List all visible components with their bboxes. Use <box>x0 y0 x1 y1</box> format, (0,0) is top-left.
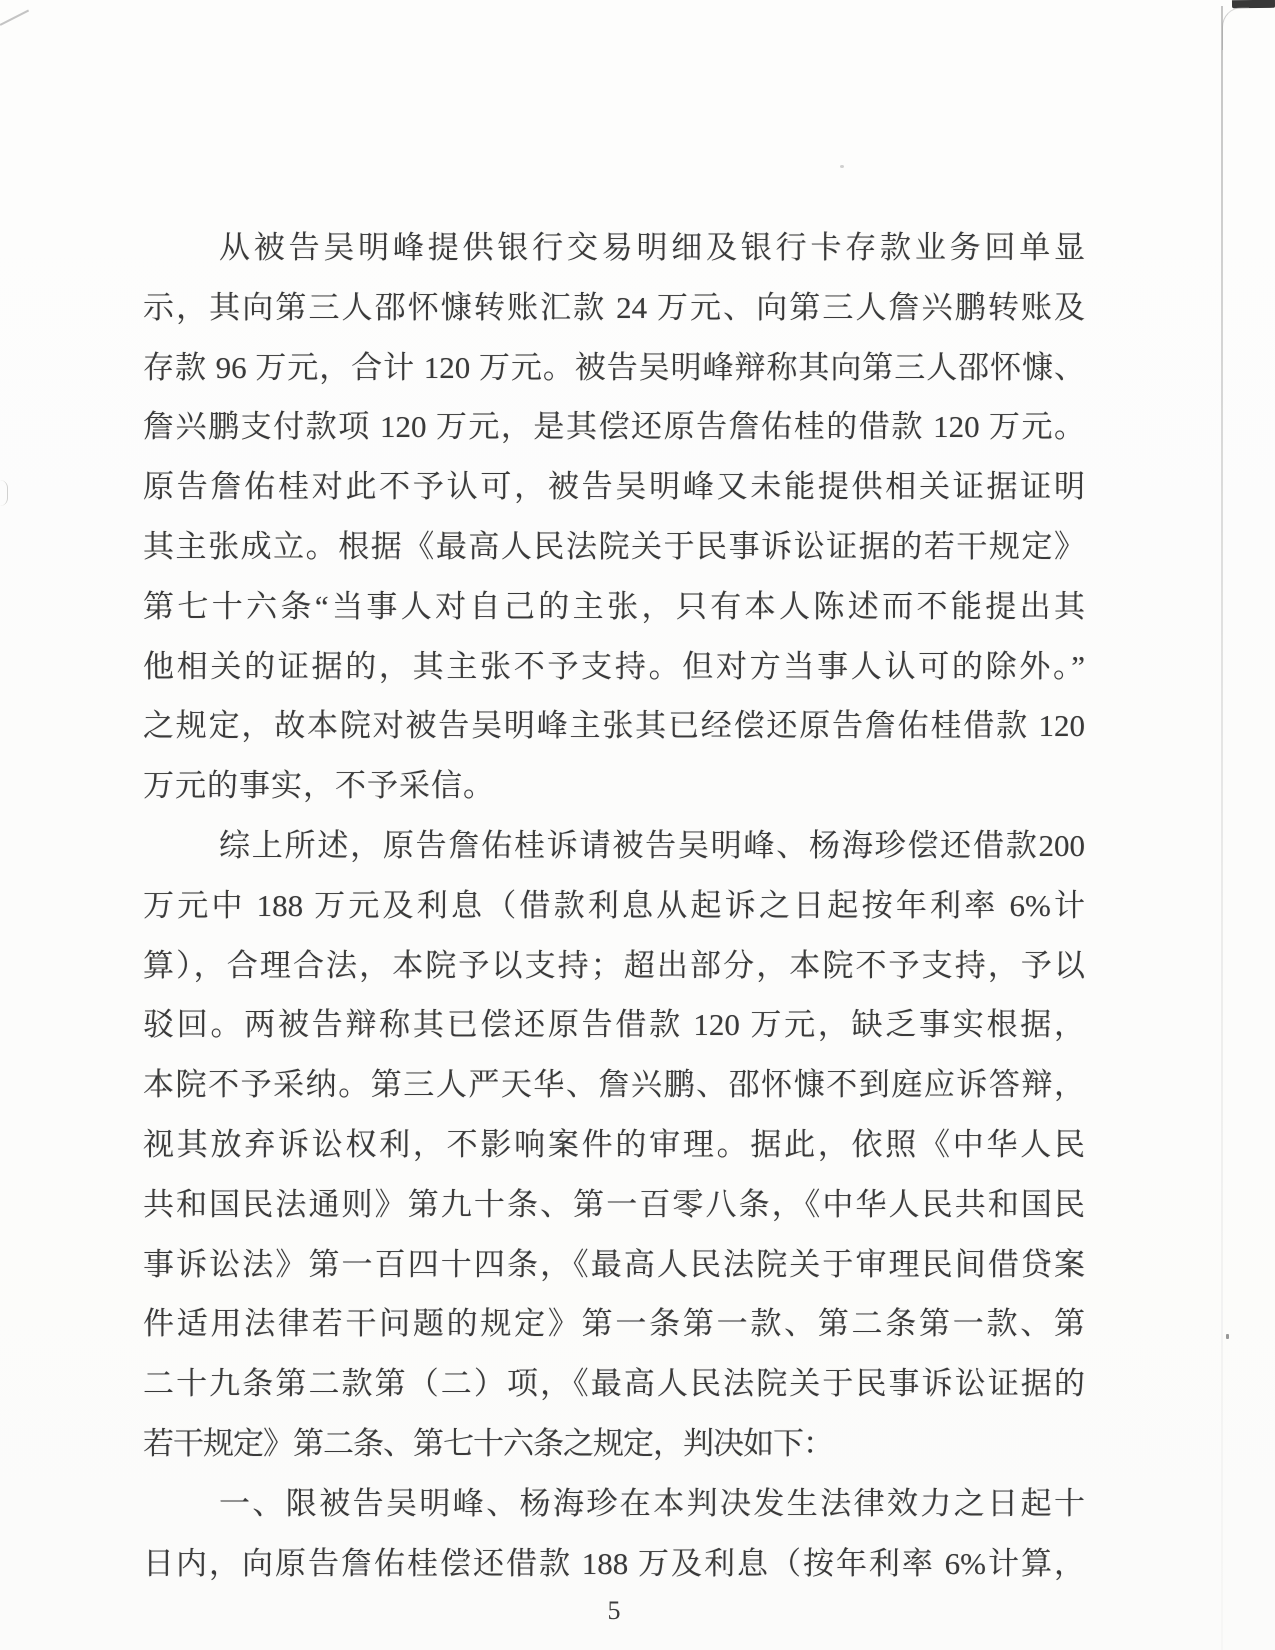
text-line: 他相关的证据的，其主张不予支持。但对方当事人认可的除外。” <box>143 648 1085 684</box>
text-line: 视其放弃诉讼权利，不影响案件的审理。据此，依照《中华人民 <box>143 1126 1085 1162</box>
text-line: 二十九条第二款第（二）项，《最高人民法院关于民事诉讼证据的 <box>143 1366 1085 1402</box>
text-line: 算），合理合法，本院予以支持；超出部分，本院不予支持，予以 <box>143 947 1085 983</box>
scan-artifact-page-edge-line <box>1221 6 1223 1650</box>
text-line: 本院不予采纳。第三人严天华、詹兴鹏、邵怀慷不到庭应诉答辩， <box>143 1067 1085 1103</box>
scan-artifact-corner-bar <box>1232 0 1275 8</box>
text-line: 万元的事实，不予采信。 <box>143 768 495 804</box>
scan-artifact-speck <box>1226 1334 1229 1339</box>
scan-artifact-corner-curve <box>1222 7 1249 50</box>
scan-artifact-left-mark <box>0 480 8 506</box>
text-line: 驳回。两被告辩称其已偿还原告借款 120 万元，缺乏事实根据， <box>143 1007 1085 1043</box>
text-line: 第七十六条“当事人对自己的主张，只有本人陈述而不能提出其 <box>143 588 1085 624</box>
text-line: 从被告吴明峰提供银行交易明细及银行卡存款业务回单显 <box>219 230 1085 265</box>
judgment-text-block <box>143 218 1085 1593</box>
text-line: 一、限被告吴明峰、杨海珍在本判决发生法律效力之日起十 <box>219 1485 1085 1521</box>
text-line: 共和国民法通则》第九十条、第一百零八条，《中华人民共和国民 <box>143 1186 1085 1222</box>
text-line: 其主张成立。根据《最高人民法院关于民事诉讼证据的若干规定》 <box>143 528 1085 564</box>
page-number: 5 <box>607 1596 621 1625</box>
text-line: 综上所述，原告詹佑桂诉请被告吴明峰、杨海珍偿还借款200 <box>219 827 1085 863</box>
text-line: 存款 96 万元，合计 120 万元。被告吴明峰辩称其向第三人邵怀慷、 <box>143 349 1085 385</box>
text-line: 詹兴鹏支付款项 120 万元，是其偿还原告詹佑桂的借款 120 万元。 <box>143 409 1085 445</box>
text-line: 示，其向第三人邵怀慷转账汇款 24 万元、向第三人詹兴鹏转账及 <box>143 289 1085 325</box>
text-line: 原告詹佑桂对此不予认可，被告吴明峰又未能提供相关证据证明 <box>143 469 1085 505</box>
text-line: 若干规定》第二条、第七十六条之规定，判决如下： <box>143 1425 833 1461</box>
text-line: 万元中 188 万元及利息（借款利息从起诉之日起按年利率 6%计 <box>143 887 1085 923</box>
text-line: 件适用法律若干问题的规定》第一条第一款、第二条第一款、第 <box>143 1306 1085 1342</box>
scan-artifact-scratch <box>0 10 29 26</box>
scan-artifact-speck <box>840 165 844 168</box>
text-line: 事诉讼法》第一百四十四条，《最高人民法院关于审理民间借贷案 <box>143 1246 1085 1282</box>
text-line: 之规定，故本院对被告吴明峰主张其已经偿还原告詹佑桂借款 120 <box>143 708 1085 744</box>
text-line: 日内，向原告詹佑桂偿还借款 188 万及利息（按年利率 6%计算， <box>143 1545 1085 1581</box>
